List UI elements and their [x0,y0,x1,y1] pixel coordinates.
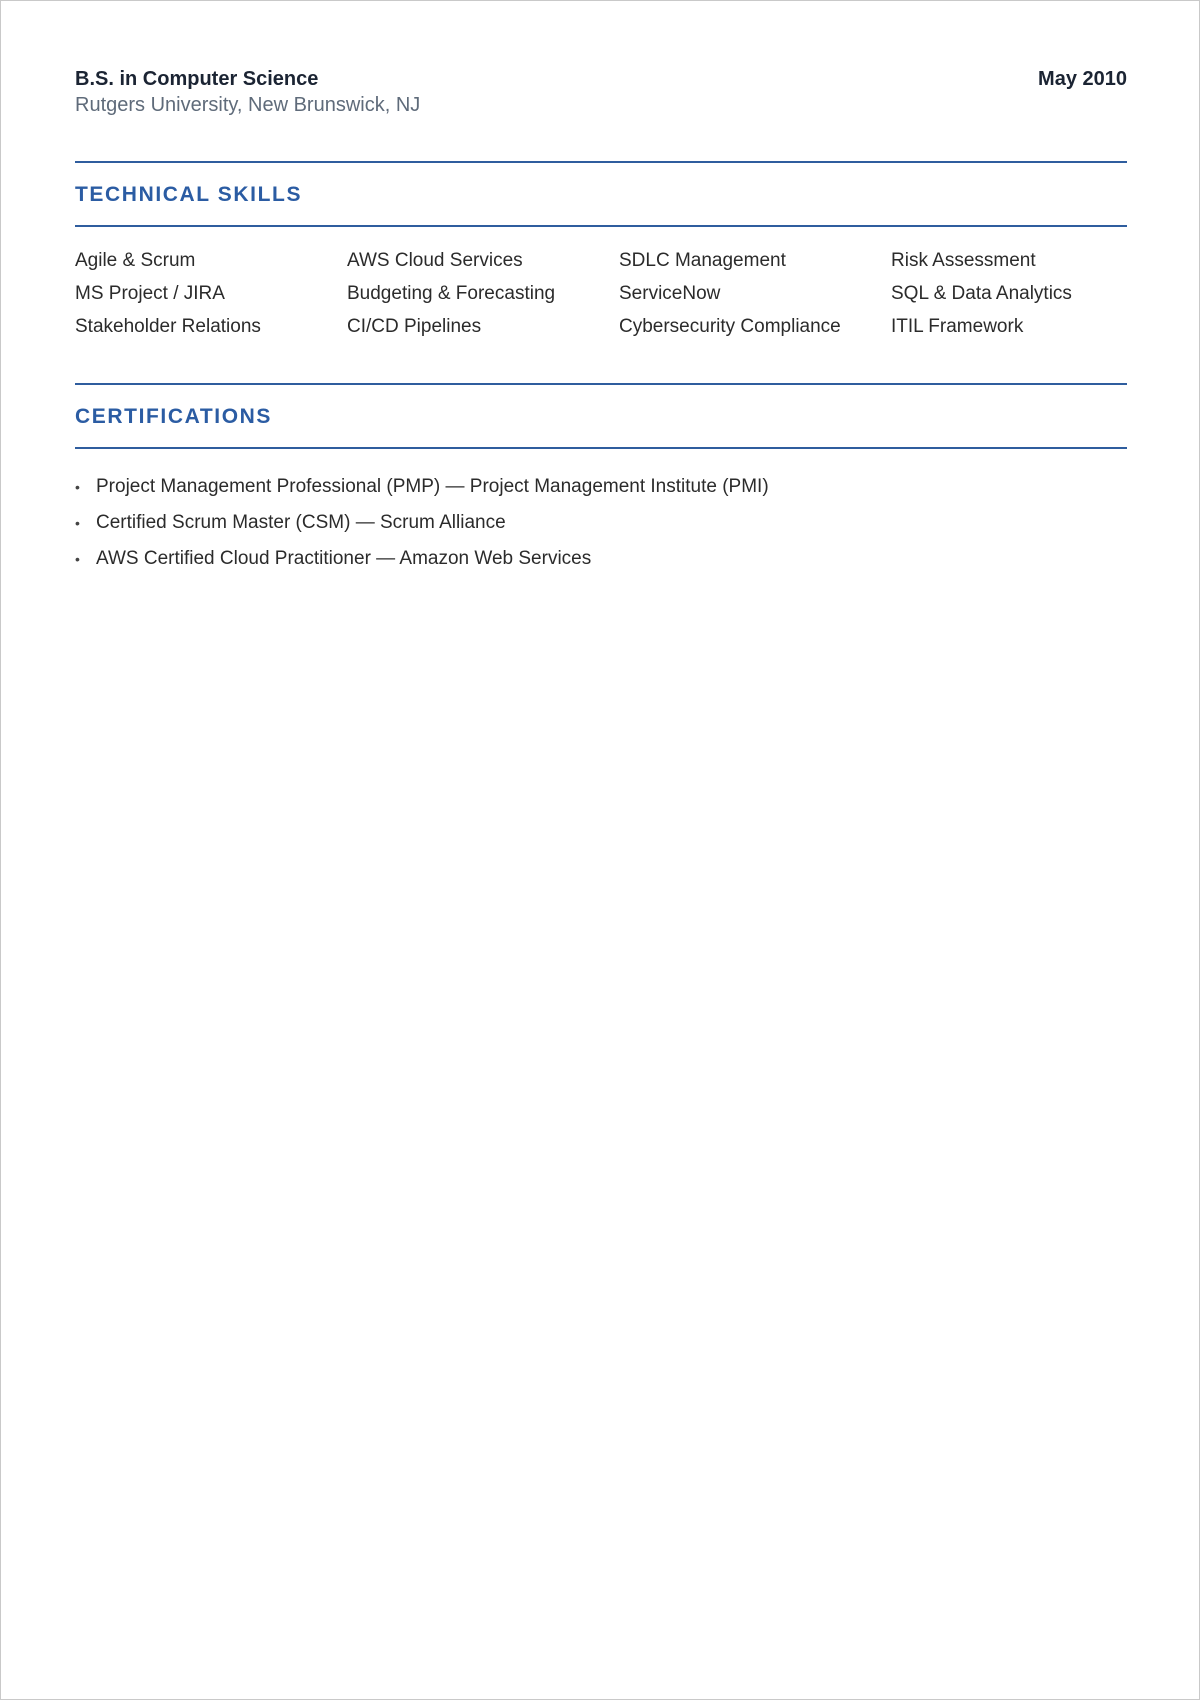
skill-item: Risk Assessment [891,250,1036,271]
skill-item: AWS Cloud Services [347,250,523,271]
skill-item: ITIL Framework [891,316,1024,337]
education-header-row [75,67,1127,91]
bullet-icon: • [75,551,80,567]
certification-item [75,547,1127,571]
skill-item: SQL & Data Analytics [891,283,1072,304]
bullet-icon: • [75,479,80,495]
skill-item: Agile & Scrum [75,250,196,271]
section-title-certifications: CERTIFICATIONS [75,405,273,428]
skill-item: Cybersecurity Compliance [619,316,841,337]
certification-item [75,475,1127,499]
certification-item [75,511,1127,535]
education-degree: B.S. in Computer Science [75,68,319,90]
certifications-list [75,449,1127,571]
skill-item: CI/CD Pipelines [347,316,482,337]
certifications-section [75,383,1127,571]
skill-item: ServiceNow [619,283,721,304]
certification-text: AWS Certified Cloud Practitioner — Amazon Web Services [96,548,592,569]
certification-text: Certified Scrum Master (CSM) — Scrum Alliance [96,512,506,533]
certification-text: Project Management Professional (PMP) — Project Management Institute (PMI) [96,476,769,497]
resume-content [75,67,1127,583]
education-date: May 2010 [1038,68,1127,90]
skills-grid [75,227,1127,339]
skill-item: SDLC Management [619,250,786,271]
skill-item: Stakeholder Relations [75,316,261,337]
skill-item: Budgeting & Forecasting [347,283,556,304]
skill-item: MS Project / JIRA [75,283,225,304]
education-school: Rutgers University, New Brunswick, NJ [75,94,421,116]
section-title-technical-skills: TECHNICAL SKILLS [75,183,303,206]
education-entry [75,67,1127,117]
technical-skills-section [75,161,1127,339]
bullet-icon: • [75,515,80,531]
